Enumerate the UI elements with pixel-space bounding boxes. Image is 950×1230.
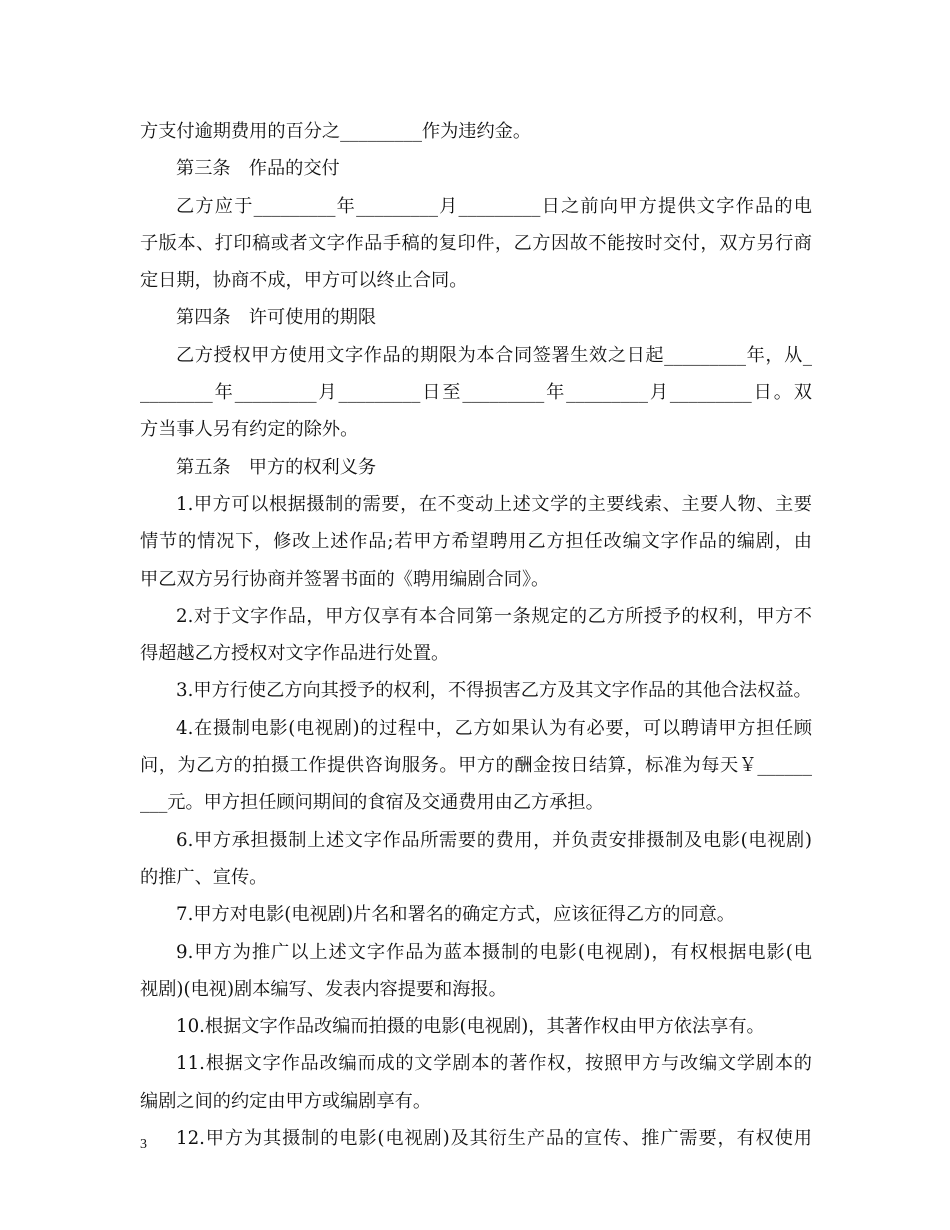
article-heading: 第三条 作品的交付	[176, 158, 340, 180]
text-line: 问，为乙方的拍摄工作提供咨询服务。甲方的酬金按日结算，标准为每天￥______	[140, 755, 812, 777]
text-line: 子版本、打印稿或者文字作品手稿的复印件，乙方因故不能按时交付，双方另行商	[140, 232, 812, 254]
page-number: 3	[140, 1137, 147, 1152]
text-line: 10.根据文字作品改编而拍摄的电影(电视剧)，其著作权由甲方依法享有。	[176, 1016, 765, 1038]
text-line: 11.根据文字作品改编而成的文学剧本的著作权，按照甲方与改编文学剧本的	[176, 1053, 812, 1075]
text-line: 7.甲方对电影(电视剧)片名和署名的确定方式，应该征得乙方的同意。	[176, 904, 735, 926]
text-line: 情节的情况下，修改上述作品;若甲方希望聘用乙方担任改编文字作品的编剧，由	[140, 531, 812, 553]
text-line: 的推广、宣传。	[140, 866, 268, 888]
text-line: 甲乙双方另行协商并签署书面的《聘用编剧合同》。	[140, 568, 550, 590]
text-line: 乙方授权甲方使用文字作品的期限为本合同签署生效之日起_________年，从_	[176, 344, 812, 366]
text-line: 2.对于文字作品，甲方仅享有本合同第一条规定的乙方所授予的权利，甲方不	[176, 605, 812, 627]
text-line: 方当事人另有约定的除外。	[140, 419, 359, 441]
text-line: 3.甲方行使乙方向其授予的权利，不得损害乙方及其文字作品的其他合法权益。	[176, 680, 812, 702]
text-line: 方支付逾期费用的百分之_________作为违约金。	[140, 121, 532, 142]
text-line: ___元。甲方担任顾问期间的食宿及交通费用由乙方承担。	[140, 792, 604, 814]
text-line: 12.甲方为其摄制的电影(电视剧)及其衍生产品的宣传、推广需要，有权使用	[176, 1128, 812, 1150]
text-line: 6.甲方承担摄制上述文字作品所需要的费用，并负责安排摄制及电影(电视剧)	[176, 829, 812, 851]
document-body	[140, 113, 812, 1157]
text-line: 1.甲方可以根据摄制的需要，在不变动上述文学的主要线索、主要人物、主要	[176, 493, 812, 515]
article-heading: 第四条 许可使用的期限	[176, 307, 377, 329]
text-line: 9.甲方为推广以上述文字作品为蓝本摄制的电影(电视剧)，有权根据电影(电	[176, 941, 812, 963]
text-line: 编剧之间的约定由甲方或编剧享有。	[140, 1090, 432, 1112]
text-line: 定日期，协商不成，甲方可以终止合同。	[140, 270, 468, 292]
text-line: 乙方应于_________年_________月_________日之前向甲方提供文字作品的电	[176, 195, 812, 217]
text-line: 4.在摄制电影(电视剧)的过程中，乙方如果认为有必要，可以聘请甲方担任顾	[176, 717, 812, 739]
text-line: ________年_________月_________日至_________年_________月_________日。双	[140, 382, 812, 404]
text-line: 视剧)(电视)剧本编写、发表内容提要和海报。	[140, 978, 507, 1000]
text-line: 得超越乙方授权对文字作品进行处置。	[140, 643, 450, 665]
article-heading: 第五条 甲方的权利义务	[176, 456, 377, 478]
